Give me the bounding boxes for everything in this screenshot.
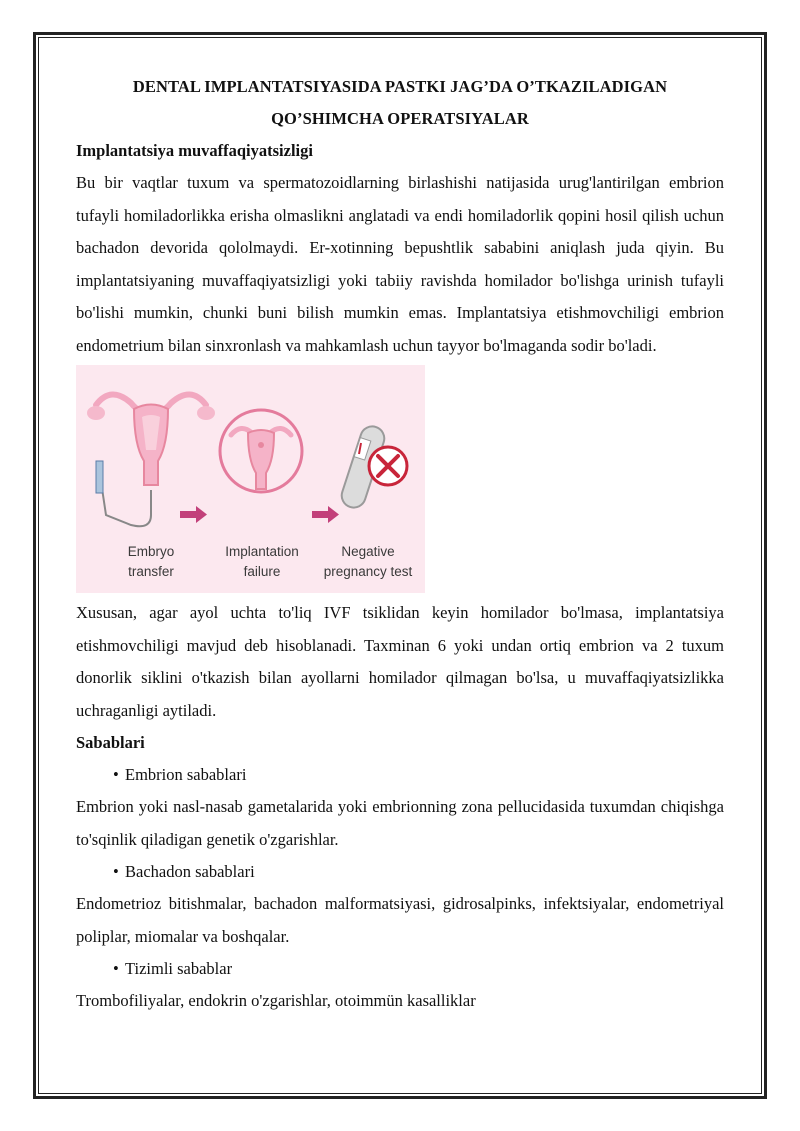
- label-step3-line1: Negative: [341, 544, 395, 559]
- list-item-label: Tizimli sabablar: [125, 959, 233, 978]
- cause-description: Embrion yoki nasl-nasab gametalarida yoki embrionning zona pellucidasida tuxumdan chiqishga to'sqinlik qiladigan genetik o'zgarishlar.: [76, 797, 724, 849]
- negative-cross-icon: [369, 447, 407, 485]
- catheter-icon: [96, 461, 151, 526]
- uterus-diagram-icon: [87, 394, 215, 485]
- intro-paragraph: Bu bir vaqtlar tuxum va spermatozoidlarning birlashishi natijasida urug'lantirilgan embrion tufayli homiladorlikka erisha olmaslikni anglatadi va endi homiladorlik qopini hosil qilish uchun bachadon devorida qololmaydi. Er-xotinning bepushtlik sababini aniqlash juda qiyin. Bu implantatsiyaning muvaffaqiyatsizligi yoki tabiiy ravishda homilador bo'lishga urinish tufayli bo'lishi mumkin, chunki buni bilish mumkin emas. Implantatsiya etishmovchiligi embrion endometrium bilan sinxronlash va mahkamlash uchun tayyor bo'lmaganda sodir bo'ladi.: [76, 173, 724, 355]
- arrow-icon: [180, 506, 207, 523]
- bullet-icon: •: [113, 765, 119, 784]
- label-step1-line1: Embryo: [127, 544, 175, 559]
- title-line-1: DENTAL IMPLANTATSIYASIDA PASTKI JAG’DA O’TKAZILADIGAN: [132, 77, 668, 96]
- arrow-icon: [312, 506, 339, 523]
- list-item: [76, 759, 724, 791]
- section-heading-causes: Sabablari: [76, 733, 145, 752]
- causes-list: [76, 953, 724, 985]
- bullet-icon: •: [113, 862, 119, 881]
- label-step2-line1: Implantation: [225, 544, 299, 559]
- title-line-2: QO’SHIMCHA OPERATSIYALAR: [271, 109, 529, 128]
- list-item-label: Embrion sabablari: [125, 765, 247, 784]
- list-item-label: Bachadon sabablari: [125, 862, 255, 881]
- document-body: [76, 71, 724, 1018]
- ivf-failure-illustration: [76, 365, 425, 593]
- causes-list: [76, 759, 724, 791]
- list-item: [76, 953, 724, 985]
- implantation-failure-icon: [220, 410, 302, 492]
- label-step2-line2: failure: [243, 564, 281, 579]
- ivf-paragraph: Xususan, agar ayol uchta to'liq IVF tsiklidan keyin homilador bo'lmasa, implantatsiya etishmovchiligi mavjud deb hisoblanadi. Taxminan 6 yoki undan ortiq embrion va 2 tuxum donorlik siklini o'tkazish bilan ayollarni homilador qilmagan bo'lsa, u muvaffaqiyatsizlikka uchraganligi aytiladi.: [76, 603, 724, 720]
- illustration-svg: [76, 365, 425, 593]
- label-step1-line2: transfer: [128, 564, 174, 579]
- cause-description: Endometrioz bitishmalar, bachadon malformatsiyasi, gidrosalpinks, infektsiyalar, endometriyal poliplar, miomalar va boshqalar.: [76, 894, 724, 946]
- document-title: [76, 71, 724, 135]
- section-heading-failure: Implantatsiya muvaffaqiyatsizligi: [76, 141, 313, 160]
- causes-list: [76, 856, 724, 888]
- list-item: [76, 856, 724, 888]
- cause-description: Trombofiliyalar, endokrin o'zgarishlar, otoimmün kasalliklar: [76, 991, 476, 1010]
- label-step3-line2: pregnancy test: [323, 564, 413, 579]
- bullet-icon: •: [113, 959, 119, 978]
